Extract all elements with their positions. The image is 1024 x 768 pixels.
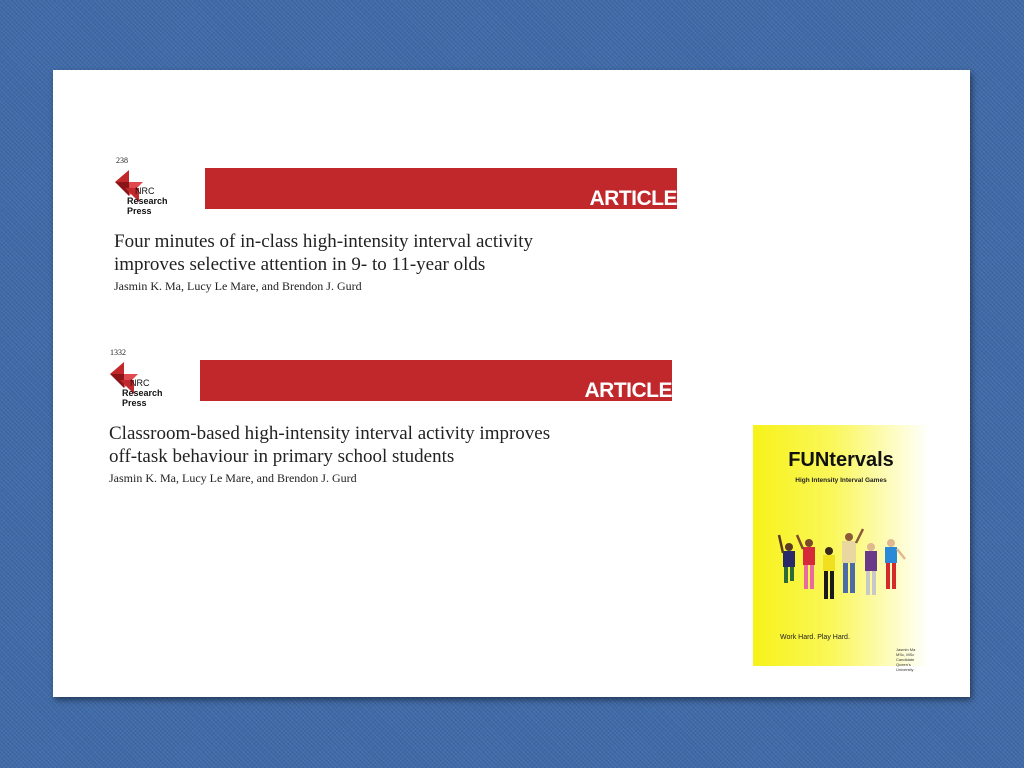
article-authors: Jasmin K. Ma, Lucy Le Mare, and Brendon J. Gurd (109, 471, 357, 485)
article-banner-label: ARTICLE (589, 187, 677, 210)
title-line-2: off-task behaviour in primary school students (109, 446, 455, 467)
funtervals-cover (753, 425, 929, 672)
page-number: 238 (116, 156, 128, 165)
nrc-logo (113, 168, 193, 216)
credit-line-3: Queen's University (896, 662, 914, 672)
article-authors: Jasmin K. Ma, Lucy Le Mare, and Brendon J. Gurd (114, 279, 362, 293)
nrc-logo (108, 360, 188, 408)
logo-line-1: NRC (135, 186, 155, 196)
page-number: 1332 (110, 348, 126, 357)
article-title (114, 230, 533, 276)
credit-line-2: MSc, MSc Candidate (896, 652, 915, 662)
title-line-2: improves selective attention in 9- to 11-year olds (114, 254, 486, 275)
logo-line-2: Research Press (127, 196, 168, 216)
cover-slogan: Work Hard. Play Hard. (780, 634, 850, 641)
slide (53, 70, 970, 697)
jumping-children-image (777, 529, 909, 619)
cover-credit (896, 647, 928, 672)
article-title (109, 422, 550, 468)
article-banner (200, 360, 672, 401)
credit-line-1: Jasmin Ma (896, 647, 916, 652)
nrc-logo-text (127, 186, 193, 216)
article-banner (205, 168, 677, 209)
logo-line-2: Research Press (122, 388, 163, 408)
logo-line-1: NRC (130, 378, 150, 388)
cover-subtitle: High Intensity Interval Games (795, 477, 887, 484)
cover-title: FUNtervals (788, 449, 894, 471)
title-line-1: Four minutes of in-class high-intensity interval activity (114, 231, 533, 252)
article-banner-label: ARTICLE (584, 379, 672, 402)
title-line-1: Classroom-based high-intensity interval activity improves (109, 423, 551, 444)
nrc-logo-text (122, 378, 188, 408)
